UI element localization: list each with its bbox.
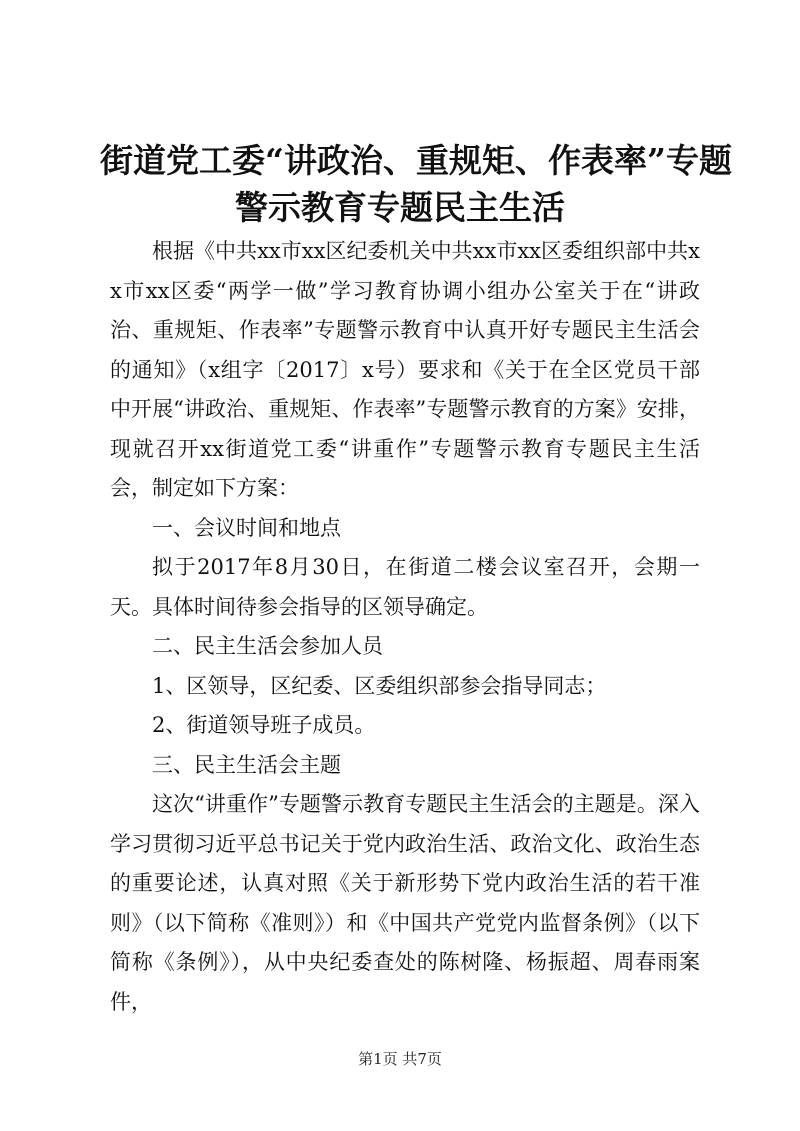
section-heading-3: 三、民主生活会主题	[152, 752, 341, 777]
list-item-participants-1: 1、区领导，区纪委、区委组织部参会指导同志；	[152, 673, 607, 698]
paragraph-theme: 这次“讲重作”专题警示教育专题民主生活会的主题是。深入学习贯彻习近平总书记关于党内政治生活、政治文化、政治生态的重要论述，认真对照《关于新形势下党内政治生活的若干准则》（以下简称《准则》）和《中国共产党党内监督条例》（以下简称《条例》），从中央纪委查处的陈树隆、杨振超、周春雨案件，	[110, 792, 700, 1014]
list-item-participants-2: 2、街道领导班子成员。	[152, 713, 376, 737]
document-title-line-2: 警示教育专题民主生活	[235, 188, 565, 227]
document-title-line-1: 街道党工委“讲政治、重规矩、作表率”专题	[100, 141, 732, 180]
page-footer: 第1页 共7页	[358, 1050, 442, 1068]
paragraph-intro: 根据《中共xx市xx区纪委机关中共xx市xx区委组织部中共xx市xx区委“两学一做”学习教育协调小组办公室关于在“讲政治、重规矩、作表率”专题警示教育中认真开好专题民主生活会的通知》（x组字〔2017〕x号）要求和《关于在全区党员干部中开展“讲政治、重规矩、作表率”专题警示教育的方案》安排，现就召开xx街道党工委“讲重作”专题警示教育专题民主生活会，制定如下方案：	[110, 239, 700, 500]
document-body	[110, 232, 700, 1022]
section-heading-2: 二、民主生活会参加人员	[152, 634, 383, 658]
paragraph-time-location: 拟于2017年8月30日，在街道二楼会议室召开，会期一天。具体时间待参会指导的区领导确定。	[110, 555, 700, 619]
section-heading-1: 一、会议时间和地点	[152, 515, 341, 540]
